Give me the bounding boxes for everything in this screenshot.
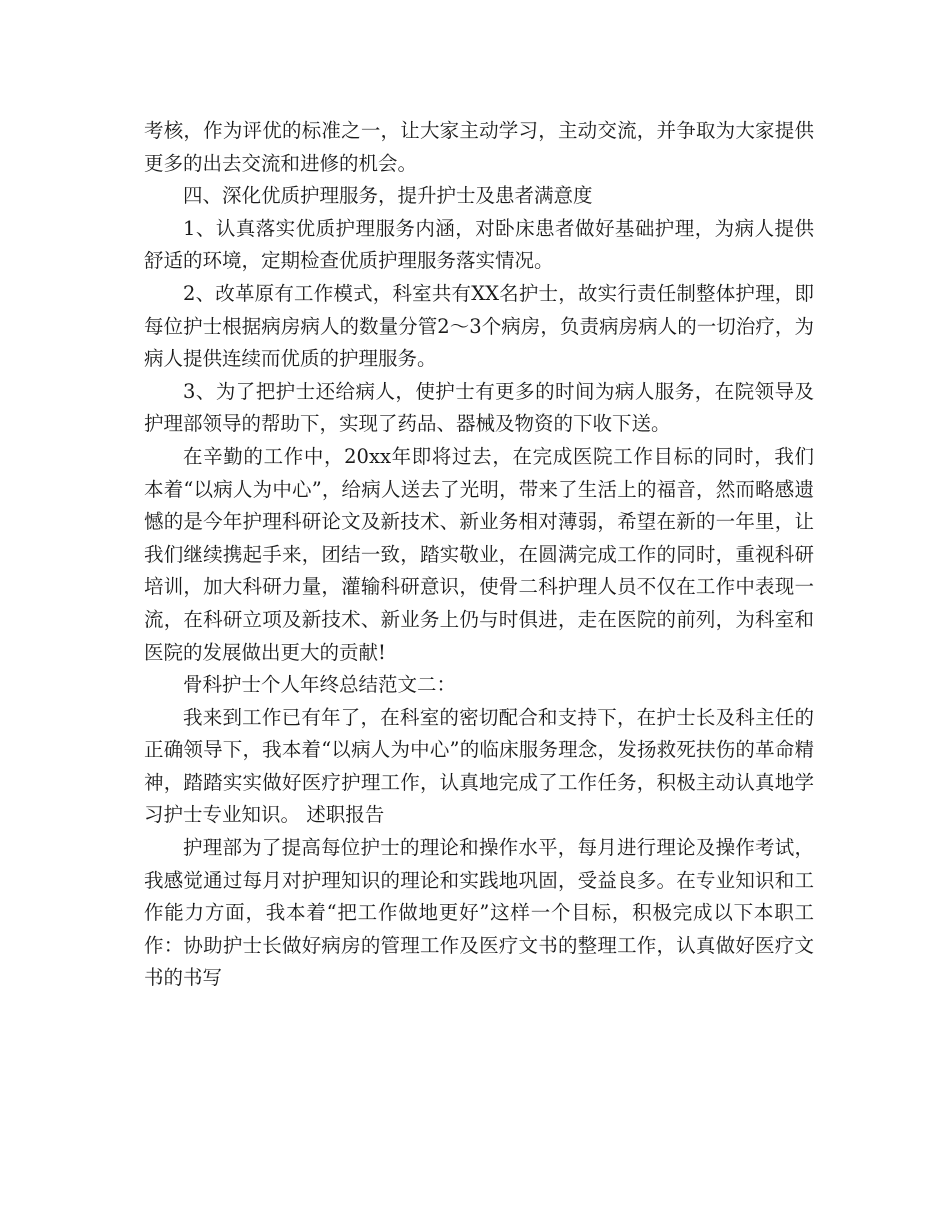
- document-body: [144, 115, 814, 995]
- paragraph-item-3: 3、为了把护士还给病人，使护士有更多的时间为病人服务，在院领导及护理部领导的帮助下，实现了药品、器械及物资的下收下送。: [144, 379, 814, 436]
- paragraph-training: 护理部为了提高每位护士的理论和操作水平，每月进行理论及操作考试，我感觉通过每月对护理知识的理论和实践地巩固，受益良多。在专业知识和工作能力方面，我本着“把工作做地更好”这样一个目标，积极完成以下本职工作：协助护士长做好病房的管理工作及医疗文书的整理工作，认真做好医疗文书的书写: [144, 836, 814, 990]
- section-heading-sample-2: 骨科护士个人年终总结范文二：: [183, 673, 457, 697]
- section-heading-4: 四、深化优质护理服务，提升护士及患者满意度: [183, 184, 593, 208]
- paragraph-1: 考核，作为评优的标准之一，让大家主动学习，主动交流，并争取为大家提供更多的出去交流和进修的机会。: [144, 119, 814, 175]
- paragraph-conclusion: 在辛勤的工作中，20xx年即将过去，在完成医院工作目标的同时，我们本着“以病人为中心”，给病人送去了光明，带来了生活上的福音，然而略感遗憾的是今年护理科研论文及新技术、新业务相对薄弱，希望在新的一年里，让我们继续携起手来，团结一致，踏实敬业，在圆满完成工作的同时，重视科研培训，加大科研力量，灌输科研意识，使骨二科护理人员不仅在工作中表现一流，在科研立项及新技术、新业务上仍与时俱进，走在医院的前列，为科室和医院的发展做出更大的贡献!: [144, 444, 814, 664]
- paragraph-intro: 我来到工作已有年了，在科室的密切配合和支持下，在护士长及科主任的正确领导下，我本着“以病人为中心”的临床服务理念，发扬救死扶伤的革命精神，踏踏实实做好医疗护理工作，认真地完成了工作任务，积极主动认真地学习护士专业知识。 述职报告: [144, 705, 814, 827]
- paragraph-item-1: 1、认真落实优质护理服务内涵，对卧床患者做好基础护理，为病人提供舒适的环境，定期检查优质护理服务落实情况。: [144, 216, 814, 273]
- paragraph-item-2: 2、改革原有工作模式，科室共有XX名护士，故实行责任制整体护理，即每位护士根据病房病人的数量分管2～3个病房，负责病房病人的一切治疗，为病人提供连续而优质的护理服务。: [144, 281, 814, 371]
